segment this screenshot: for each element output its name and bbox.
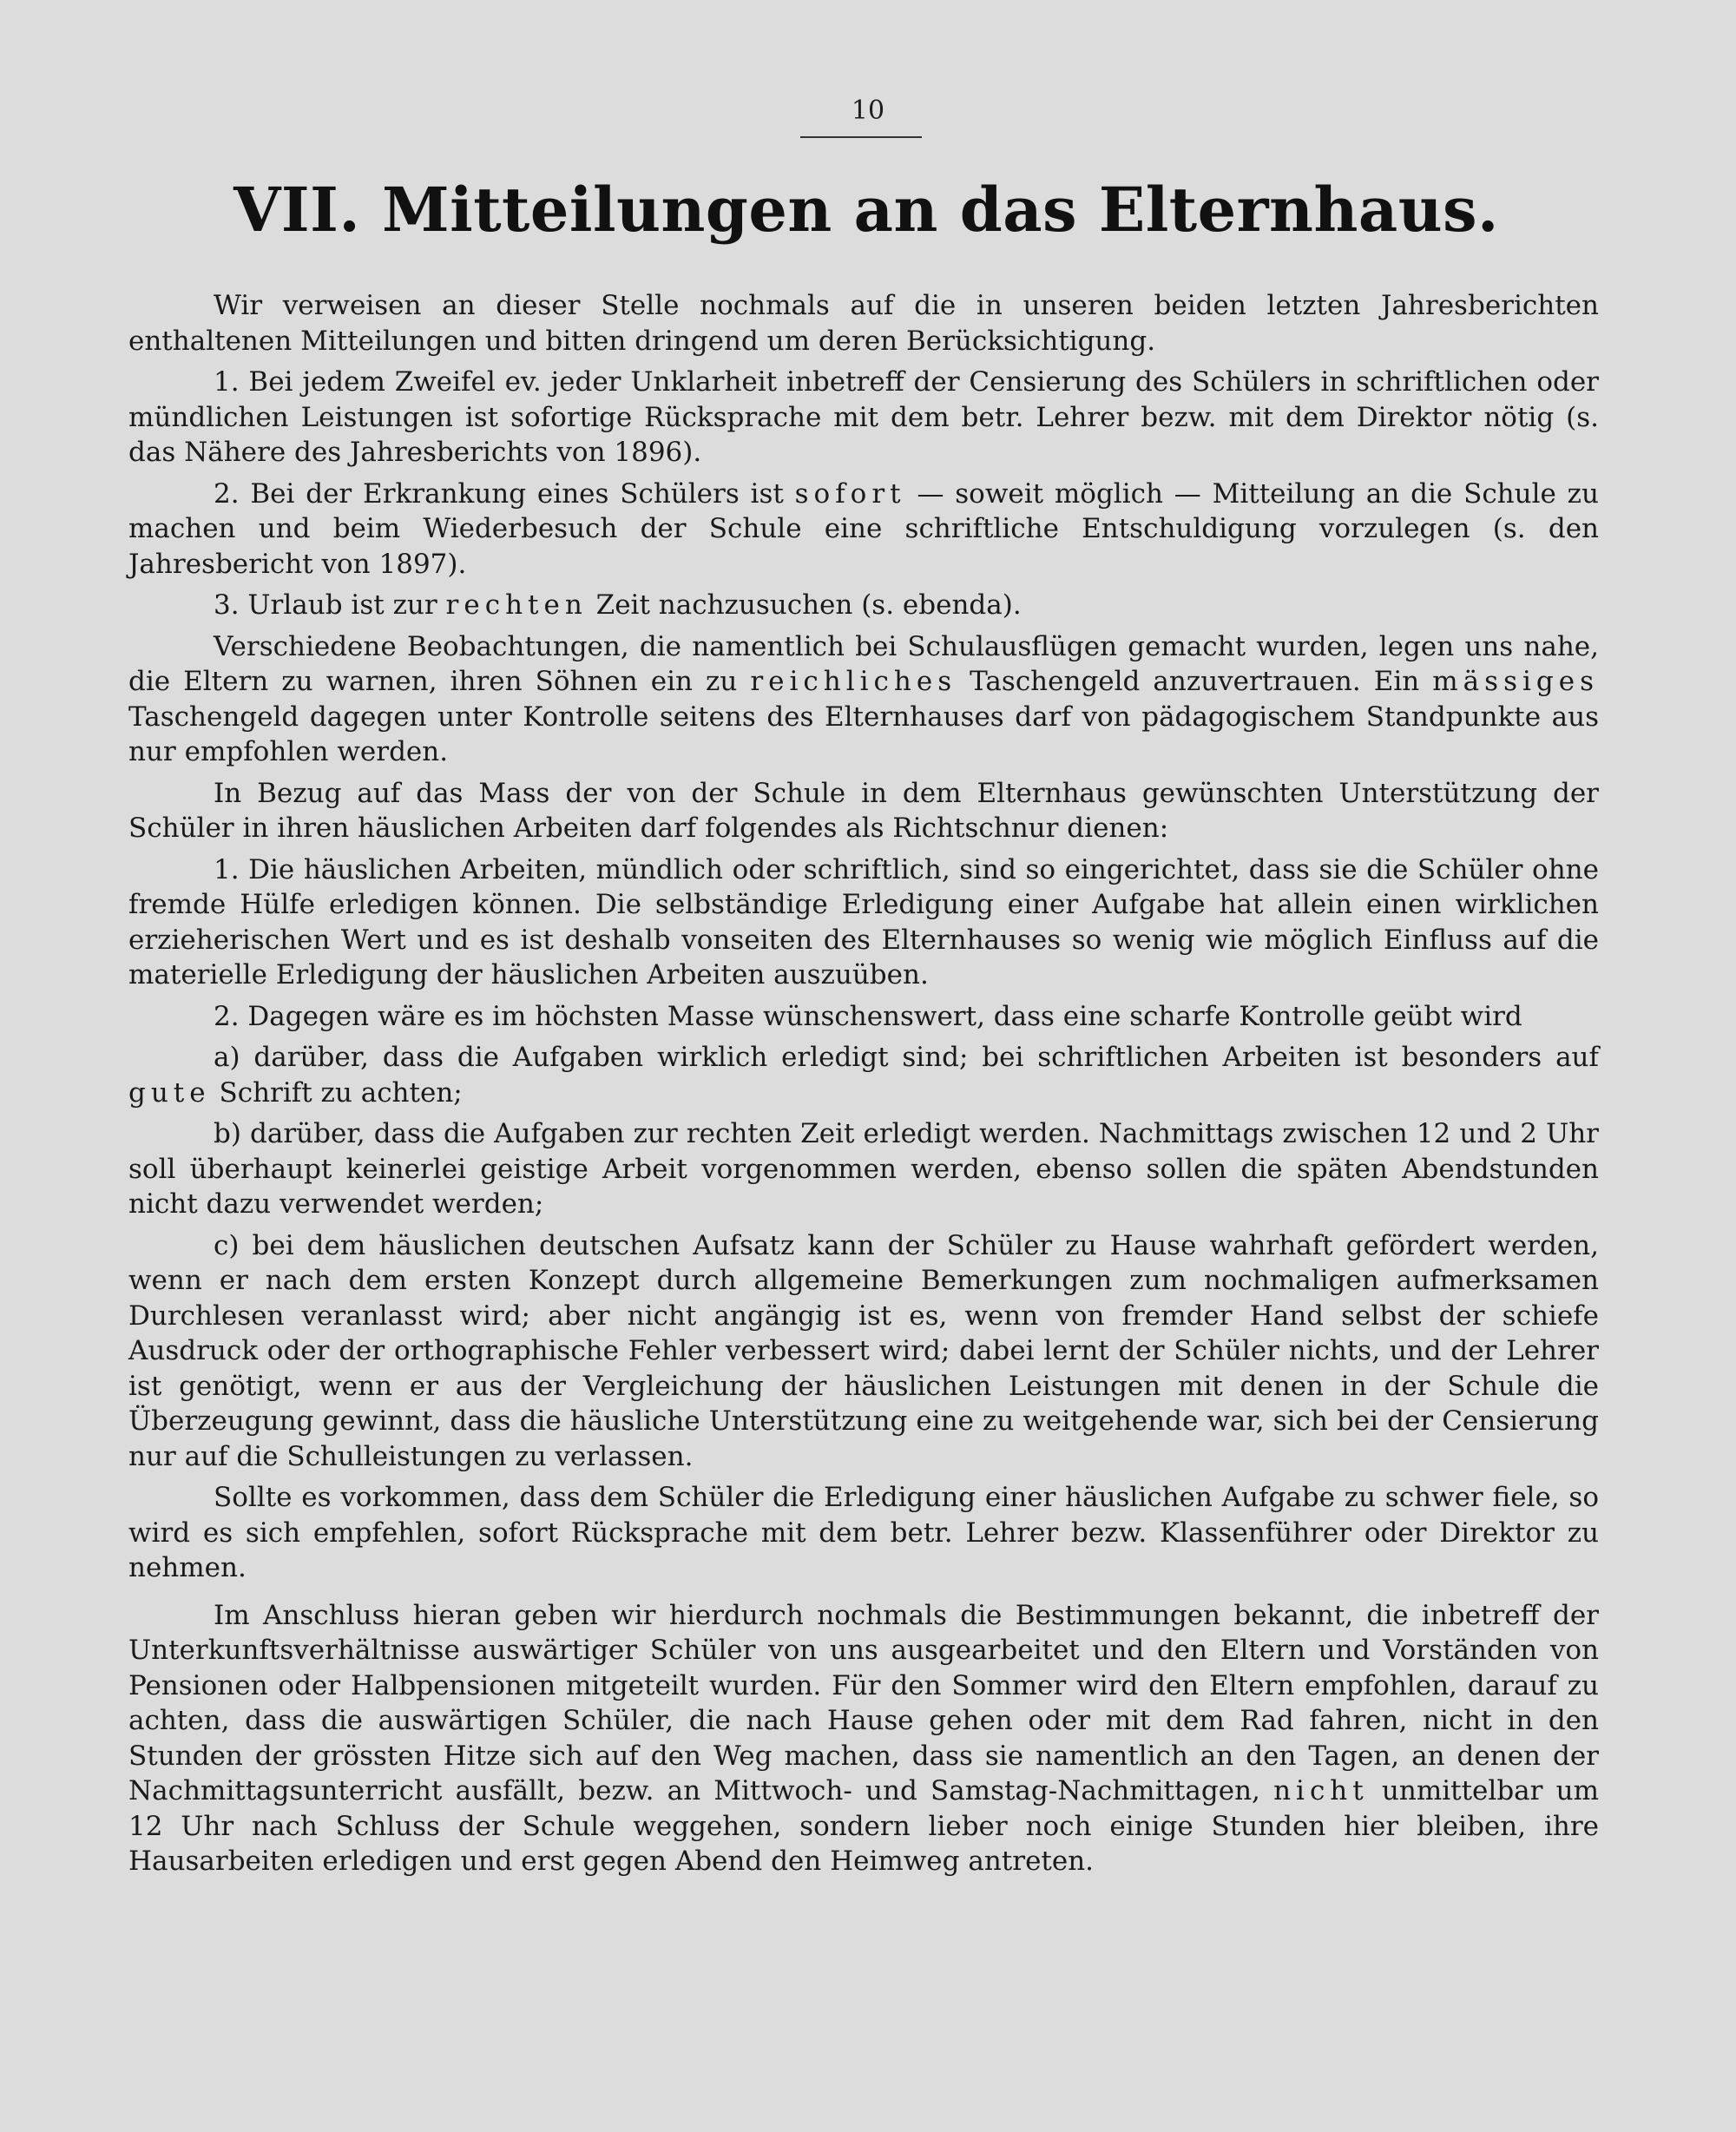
paragraph-ruecksprache: Sollte es vorkommen, dass dem Schüler die Erledigung einer häuslichen Aufgabe zu schwer fiele, so wird es sich empfehlen, sofort Rücksprache mit dem betr. Lehrer bezw. Klassenführer oder Direktor zu nehmen. [128, 1482, 1599, 1583]
paragraph-intro: Wir verweisen an dieser Stelle nochmals auf die in unseren beiden letzten Jahresberichten enthaltenen Mitteilungen und bitten dringend um deren Berücksichtigung. [128, 290, 1599, 357]
paragraph-taschengeld: Verschiedene Beobachtungen, die namentlich bei Schulausflügen gemacht wurden, legen uns nahe, die Eltern zu warnen, ihren Söhnen ein zu reichliches Taschengeld anzuvertrauen. Ein mässiges Taschengeld dagegen unter Kontrolle seitens des Elternhauses darf von pädagogischem Standpunkte aus nur empfohlen werden. [128, 630, 1599, 767]
paragraph-rule-2c: c) bei dem häuslichen deutschen Aufsatz kann der Schüler zu Hause wahrhaft gefördert werden, wenn er nach dem ersten Konzept durch allgemeine Bemerkungen zum nochmaligen aufmerksamen Durchlesen veranlasst wird; aber nicht angängig ist es, wenn von fremder Hand selbst der schiefe Ausdruck oder der orthographische Fehler verbessert wird; dabei lernt der Schüler nichts, und der Lehrer ist genötigt, wenn er aus der Vergleichung der häuslichen Leistungen mit denen in der Schule die Überzeugung gewinnt, dass die häusliche Unterstützung eine zu weitgehende war, sich bei der Censierung nur auf die Schulleistungen zu verlassen. [128, 1229, 1599, 1472]
emphasis-reichliches: reichliches [750, 666, 957, 697]
paragraph-rule-2b: b) darüber, dass die Aufgaben zur rechten Zeit erledigt werden. Nachmittags zwischen 12 und 2 Uhr soll überhaupt keinerlei geistige Arbeit vorgenommen werden, ebenso sollen die späten Abendstunden nicht dazu verwendet werden; [128, 1118, 1599, 1220]
emphasis-rechten: rechten [445, 589, 588, 621]
emphasis-gute: gute [128, 1076, 211, 1109]
emphasis-nicht: nicht [1273, 1775, 1369, 1806]
paragraph-rule-1: 1. Die häuslichen Arbeiten, mündlich oder schriftlich, sind so eingerichtet, dass sie die Schüler ohne fremde Hülfe erledigen können. Die selbständige Erledigung einer Aufgabe hat allein einen wirklichen erzieherischen Wert und es ist deshalb vonseiten des Elternhauses so wenig wie möglich Einfluss auf die materielle Erledigung der häuslichen Arbeiten auszuüben. [128, 853, 1599, 990]
paragraph-rule-2: 2. Dagegen wäre es im höchsten Masse wünschenswert, dass eine scharfe Kontrolle geübt wird [214, 1000, 1522, 1032]
section-title: VII. Mitteilungen an das Elternhaus. [233, 174, 1499, 246]
paragraph-point-2: 2. Bei der Erkrankung eines Schülers ist sofort — soweit möglich — Mitteilung an die Schule zu machen und beim Wiederbesuch der Schule eine schriftliche Entschuldigung vorzulegen (s. den Jahresbericht von 1897). [128, 477, 1599, 580]
paragraph-rule-2a: a) darüber, dass die Aufgaben wirklich erledigt sind; bei schriftlichen Arbeiten ist besonders auf gute Schrift zu achten; [128, 1042, 1599, 1109]
paragraph-richtschnur: In Bezug auf das Mass der von der Schule in dem Elternhaus gewünschten Unterstützung der Schüler in ihren häuslichen Arbeiten darf folgendes als Richtschnur dienen: [128, 777, 1599, 844]
paragraph-point-1: 1. Bei jedem Zweifel ev. jeder Unklarheit inbetreff der Censierung des Schülers in schriftlichen oder mündlichen Leistungen ist sofortige Rücksprache mit dem betr. Lehrer bezw. mit dem Direktor nötig (s. das Nähere des Jahresberichts von 1896). [128, 366, 1599, 468]
paragraph-point-3: 3. Urlaub ist zur rechten Zeit nachzusuchen (s. ebenda). [214, 589, 1022, 621]
body-text [128, 288, 1599, 1885]
page-number-rule [800, 136, 922, 138]
emphasis-maessiges: mässiges [1432, 666, 1599, 697]
page-number: 10 [851, 95, 885, 126]
emphasis-sofort: sofort [794, 477, 906, 510]
paragraph-unterkunft: Im Anschluss hieran geben wir hierdurch nochmals die Bestimmungen bekannt, die inbetreff der Unterkunftsverhältnisse auswärtiger Schüler von uns ausgearbeitet und den Eltern und Vorständen von Pensionen oder Halbpensionen mitgeteilt wurden. Für den Sommer wird den Eltern empfohlen, darauf zu achten, dass die auswärtigen Schüler, die nach Hause gehen oder mit dem Rad fahren, nicht in den Stunden der grössten Hitze sich auf den Weg machen, dass sie namentlich an den Tagen, an denen der Nachmittagsunterricht ausfällt, bezw. an Mittwoch- und Samstag-Nachmittagen, nicht unmittelbar um 12 Uhr nach Schluss der Schule weggehen, sondern lieber noch einige Stunden hier bleiben, ihre Hausarbeiten erledigen und erst gegen Abend den Heimweg antreten. [128, 1599, 1599, 1877]
